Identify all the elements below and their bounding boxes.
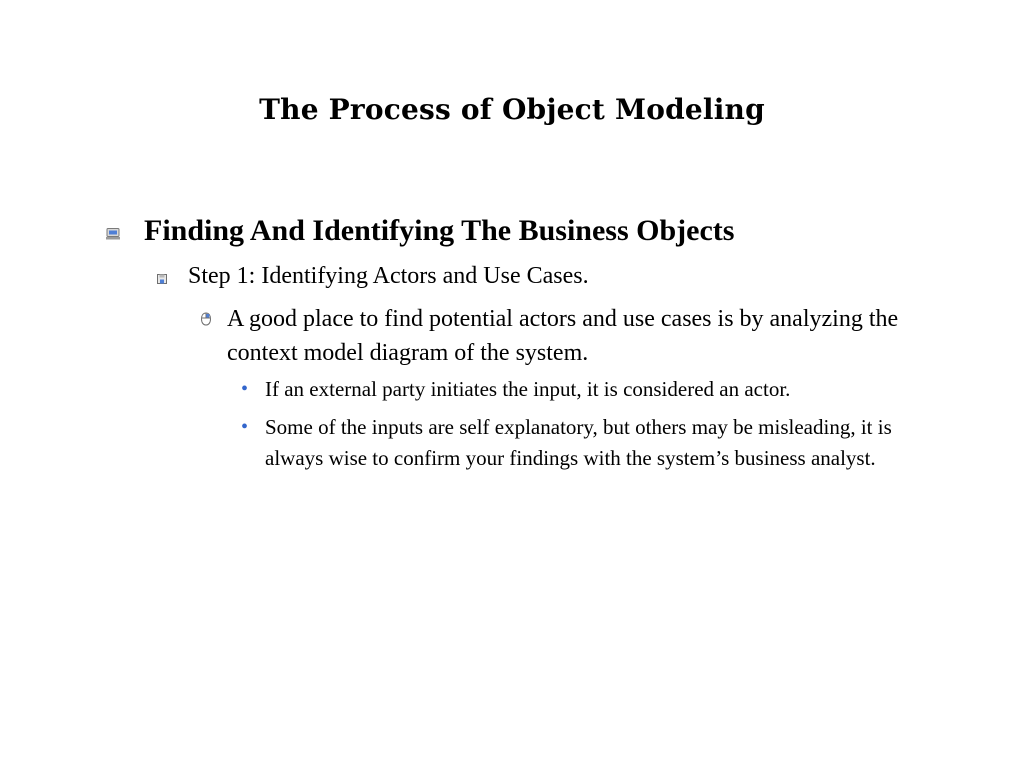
bullet-text: Some of the inputs are self explanatory, but others may be misleading, it is always wise to confirm your findings with the system’s business analyst. bbox=[265, 415, 892, 470]
floppy-disk-icon bbox=[157, 274, 167, 284]
bullet-level-2 bbox=[188, 261, 968, 291]
computer-icon bbox=[106, 228, 120, 240]
dot-icon: • bbox=[241, 416, 249, 438]
bullet-text: Finding And Identifying The Business Objects bbox=[144, 214, 735, 247]
bullet-text: A good place to find potential actors and use cases is by analyzing the context model diagram of the system. bbox=[227, 306, 899, 366]
bullet-text: If an external party initiates the input, it is considered an actor. bbox=[265, 377, 791, 401]
bullet-level-4 bbox=[241, 412, 925, 474]
mouse-icon bbox=[200, 312, 212, 326]
bullet-level-1 bbox=[144, 211, 984, 251]
bullet-text: Step 1: Identifying Actors and Use Cases. bbox=[188, 263, 589, 289]
dot-icon: • bbox=[241, 378, 249, 400]
bullet-level-3 bbox=[227, 302, 917, 370]
bullet-level-4 bbox=[241, 374, 925, 405]
slide-title: The Process of Object Modeling bbox=[259, 93, 765, 126]
